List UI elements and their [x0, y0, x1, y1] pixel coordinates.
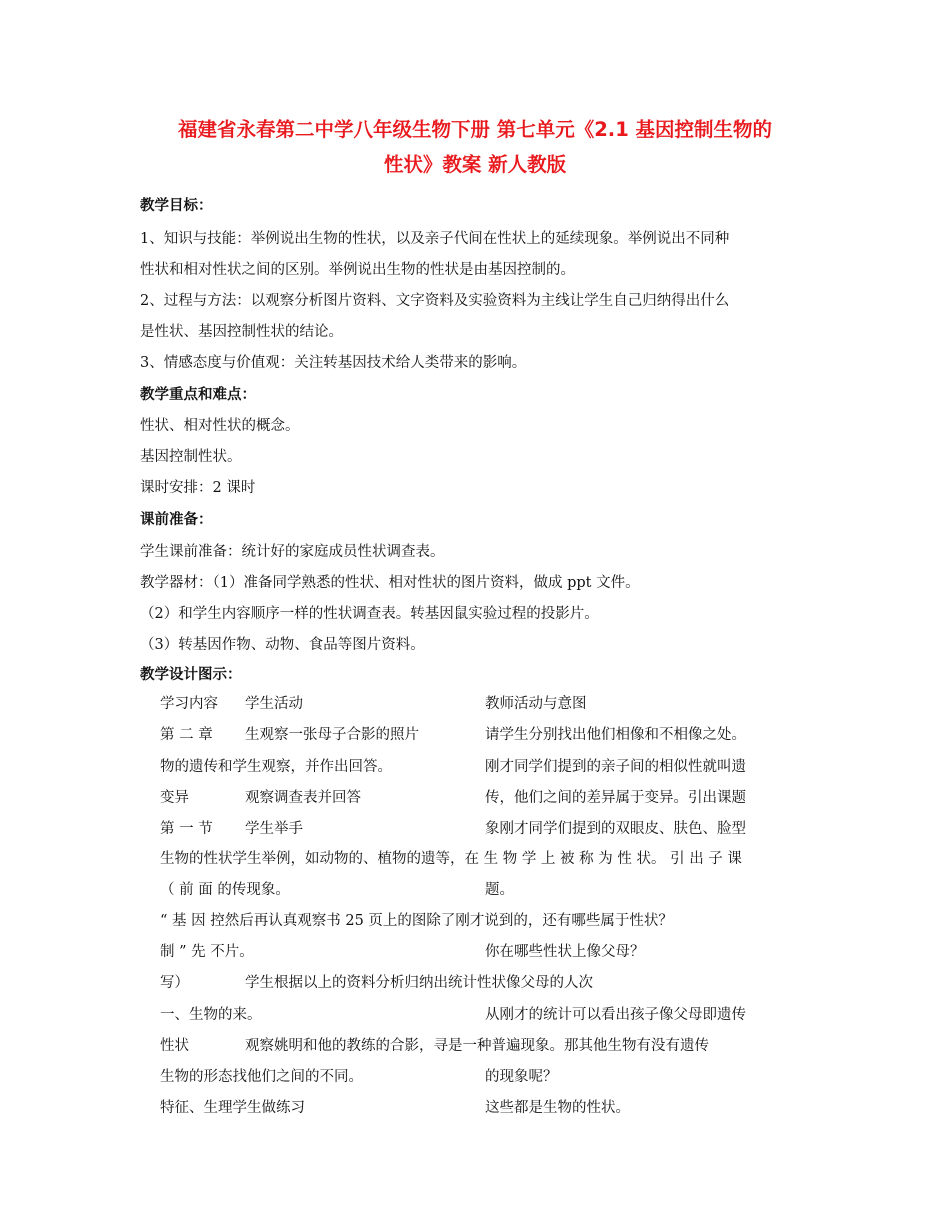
table-cell-c1: 学习内容: [160, 696, 218, 712]
table-cell-c2: 学生举手: [245, 821, 303, 837]
body-line: 是性状、基因控制性状的结论。: [140, 324, 343, 340]
body-line: 性状和相对性状之间的区别。举例说出生物的性状是由基因控制的。: [140, 262, 575, 278]
document-title: [120, 112, 830, 182]
table-cell-c1: 变异: [160, 790, 189, 806]
table-cell-c1: 生物的形态找他们之间的不同。: [160, 1069, 363, 1085]
table-cell-c2: 观察姚明和他的教练的合影，寻是一种普遍现象。那其他生物有没有遗传: [245, 1038, 709, 1054]
table-cell-c2: 生观察一张母子合影的照片: [245, 727, 419, 743]
title-line-2: 性状》教案 新人教版: [383, 153, 567, 176]
body-line: 3、情感态度与价值观：关注转基因技术给人类带来的影响。: [140, 355, 527, 371]
body-line: 教学器材：（1）准备同学熟悉的性状、相对性状的图片资料，做成 ppt 文件。: [140, 575, 640, 591]
body-line: 基因控制性状。: [140, 449, 242, 465]
table-cell-c3: 从刚才的统计可以看出孩子像父母即遗传: [485, 1007, 746, 1023]
table-cell-c3: 这些都是生物的性状。: [485, 1100, 630, 1116]
table-cell-c3: 的现象呢？: [485, 1069, 558, 1085]
section-heading: 教学目标：: [140, 198, 213, 214]
section-heading: 课前准备：: [140, 512, 213, 528]
table-cell-c1: 写）: [160, 975, 189, 991]
table-cell-c1: “ 基 因 控然后再认真观察书 25 页上的图除了刚才说到的，还有哪些属于性状？: [160, 913, 673, 929]
table-cell-c1: （ 前 面 的传现象。: [160, 882, 290, 898]
table-cell-c1: 特征、生理学生做练习: [160, 1100, 305, 1116]
table-cell-c3: 题。: [485, 882, 514, 898]
table-cell-c2: 学生根据以上的资料分析归纳出统计性状像父母的人次: [245, 975, 593, 991]
table-cell-c1: 物的遗传和学生观察，并作出回答。: [160, 759, 392, 775]
table-cell-c3: 请学生分别找出他们相像和不相像之处。: [485, 727, 746, 743]
body-line: 课时安排：2 课时: [140, 480, 256, 496]
section-heading: 教学设计图示：: [140, 667, 242, 683]
table-cell-c2: 学生活动: [245, 696, 303, 712]
title-line-1: 福建省永春第二中学八年级生物下册 第七单元《2.1 基因控制生物的: [177, 118, 773, 141]
table-cell-c3: 刚才同学们提到的亲子间的相似性就叫遗: [485, 759, 746, 775]
table-cell-c1: 一、生物的来。: [160, 1007, 262, 1023]
table-cell-c2: 观察调查表并回答: [245, 790, 361, 806]
table-cell-c1: 第 二 章: [160, 727, 213, 743]
section-heading: 教学重点和难点：: [140, 387, 256, 403]
table-cell-c1: 性状: [160, 1038, 189, 1054]
body-line: 2、过程与方法：以观察分析图片资料、文字资料及实验资料为主线让学生自己归纳得出什么: [140, 293, 730, 309]
body-line: （3）转基因作物、动物、食品等图片资料。: [140, 637, 425, 653]
body-line: 学生课前准备：统计好的家庭成员性状调查表。: [140, 544, 445, 560]
table-cell-c3: 传，他们之间的差异属于变异。引出课题: [485, 790, 746, 806]
table-cell-c1: 生物的性状学生举例，如动物的、植物的遗等，在 生 物 学 上 被 称 为 性 状。 引 出 子 课: [160, 851, 742, 867]
table-cell-c3: 教师活动与意图: [485, 696, 587, 712]
table-cell-c1: 第 一 节: [160, 821, 213, 837]
body-line: 性状、相对性状的概念。: [140, 418, 300, 434]
body-line: （2）和学生内容顺序一样的性状调查表。转基因鼠实验过程的投影片。: [140, 606, 599, 622]
table-cell-c1: 制 ” 先 不片。: [160, 944, 254, 960]
table-cell-c3: 象刚才同学们提到的双眼皮、肤色、脸型: [485, 821, 746, 837]
body-line: 1、知识与技能：举例说出生物的性状，以及亲子代间在性状上的延续现象。举例说出不同种: [140, 231, 730, 247]
table-cell-c3: 你在哪些性状上像父母？: [485, 944, 645, 960]
